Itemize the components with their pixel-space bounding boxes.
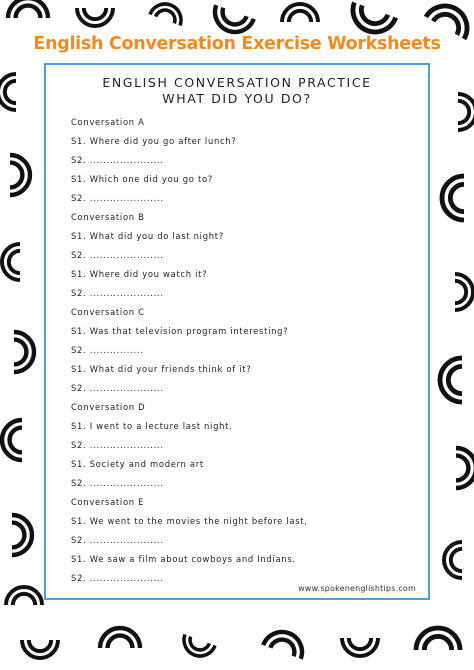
decorative-arc-shape [456, 448, 474, 488]
worksheet-banner-title: English Conversation Exercise Worksheets [33, 34, 441, 54]
worksheet-subheading: WHAT DID YOU DO? [162, 91, 312, 106]
worksheet-card [44, 63, 430, 600]
decorative-arc-stroke [358, 5, 388, 27]
decorative-arc-shape [442, 176, 464, 220]
decorative-arc-stroke [156, 7, 178, 23]
speaker1-line: S1. Where did you go after lunch? [71, 136, 237, 146]
decorative-arc-stroke [5, 81, 16, 103]
decorative-arc-shape [444, 542, 462, 578]
conversation-label: Conversation B [71, 212, 145, 222]
decorative-arc-shape [10, 155, 30, 195]
worksheet-heading: ENGLISH CONVERSATION PRACTICE [102, 75, 372, 90]
speaker2-blank: S2. ...................... [71, 288, 164, 298]
decorative-arc-shape [2, 420, 22, 460]
decorative-arc-shape [2, 244, 20, 280]
decorative-arc-stroke [29, 640, 51, 651]
decorative-arc-shape [12, 515, 32, 555]
decorative-arc-shape [6, 587, 42, 605]
decorative-arc-stroke [424, 636, 451, 650]
decorative-arc-stroke [10, 163, 22, 188]
decorative-arc-stroke [270, 636, 298, 656]
speaker1-line: S1. What did your friends think of it? [71, 364, 252, 374]
decorative-arc-shape [100, 628, 140, 648]
decorative-arc-shape [22, 640, 58, 658]
decorative-arc-stroke [13, 594, 35, 605]
decorative-arc-stroke [349, 638, 371, 649]
decorative-arc-stroke [187, 637, 209, 653]
decorative-arc-shape [347, 2, 396, 38]
speaker1-line: S1. Was that television program interesting? [71, 326, 289, 336]
decorative-arc-shape [416, 628, 460, 650]
conversation-label: Conversation A [71, 117, 145, 127]
decorative-arc-shape [14, 332, 34, 372]
decorative-arc-stroke [209, 5, 253, 37]
speaker2-blank: S2. ...................... [71, 478, 164, 488]
speaker2-blank: S2. ................ [71, 345, 144, 355]
decorative-arc-stroke [289, 11, 311, 22]
decorative-arc-stroke [456, 456, 468, 481]
speaker1-line: S1. Society and modern art [71, 459, 204, 469]
conversation-label: Conversation C [71, 307, 145, 317]
decorative-arc-stroke [16, 6, 41, 18]
decorative-arc-stroke [458, 101, 469, 123]
decorative-arc-shape [0, 74, 16, 110]
decorative-arc-shape [8, 0, 48, 18]
decorative-arc-shape [179, 635, 215, 661]
decorative-arc-stroke [9, 251, 20, 273]
decorative-arc-stroke [150, 0, 186, 25]
decorative-arc-stroke [14, 340, 26, 365]
speaker1-line: S1. I went to a lecture last night. [71, 421, 233, 431]
speaker2-blank: S2. ...................... [71, 250, 164, 260]
speaker1-line: S1. We saw a film about cowboys and Indians. [71, 554, 296, 564]
decorative-arc-stroke [179, 635, 215, 661]
decorative-arc-shape [458, 94, 474, 130]
speaker2-blank: S2. ...................... [71, 155, 164, 165]
decorative-arc-shape [150, 0, 186, 25]
speaker1-line: S1. We went to the movies the night before last, [71, 516, 308, 526]
decorative-arc-stroke [455, 281, 466, 303]
decorative-arc-shape [342, 638, 378, 656]
decorative-arc-shape [263, 626, 307, 658]
decorative-arc-stroke [12, 523, 24, 548]
speaker2-blank: S2. ...................... [71, 193, 164, 203]
decorative-arc-stroke [10, 428, 22, 453]
decorative-arc-shape [77, 8, 113, 26]
speaker2-blank: S2. ...................... [71, 573, 164, 583]
speaker1-line: S1. Which one did you go to? [71, 174, 213, 184]
conversation-label: Conversation E [71, 497, 145, 507]
speaker2-blank: S2. ...................... [71, 535, 164, 545]
decorative-arc-stroke [263, 626, 307, 658]
decorative-arc-shape [282, 4, 318, 22]
decorative-arc-shape [455, 274, 473, 310]
decorative-arc-stroke [108, 636, 133, 648]
conversation-label: Conversation D [71, 402, 146, 412]
website-url: www.spokenenglishtips.com [298, 584, 416, 593]
speaker1-line: S1. What did you do last night? [71, 231, 224, 241]
decorative-arc-shape [209, 5, 253, 37]
decorative-arc-stroke [450, 184, 464, 211]
decorative-arc-stroke [219, 8, 247, 28]
decorative-arc-stroke [84, 8, 106, 19]
decorative-arc-shape [440, 358, 462, 402]
decorative-arc-stroke [448, 366, 462, 393]
decorative-arc-stroke [451, 549, 462, 571]
speaker2-blank: S2. ...................... [71, 440, 164, 450]
speaker2-blank: S2. ...................... [71, 383, 164, 393]
decorative-arc-stroke [347, 2, 396, 38]
speaker1-line: S1. Where did you watch it? [71, 269, 208, 279]
